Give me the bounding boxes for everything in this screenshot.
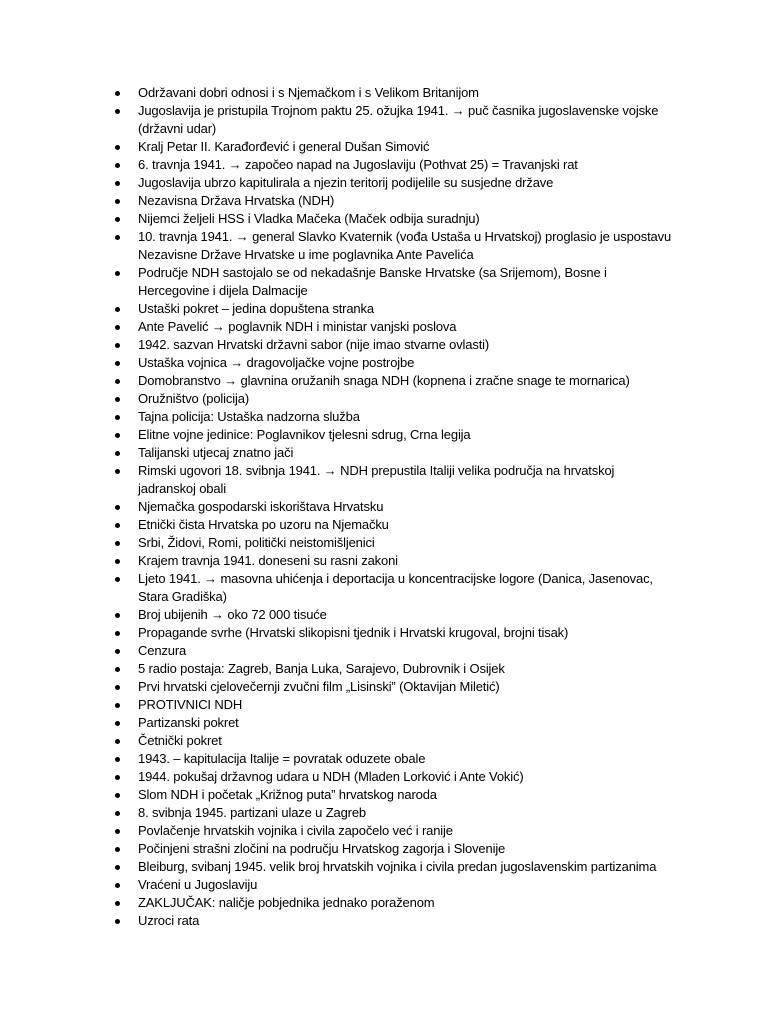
bullet-icon: [115, 181, 120, 186]
bullet-icon: [115, 91, 120, 96]
list-item-text: 8. svibnja 1945. partizani ulaze u Zagreb: [138, 805, 366, 820]
list-item-text: Elitne vojne jedinice: Poglavnikov tjelesni sdrug, Crna legija: [138, 427, 471, 442]
bullet-icon: [115, 703, 120, 708]
list-item-text: Uzroci rata: [138, 913, 200, 928]
list-item-text: Propagande svrhe (Hrvatski slikopisni tjednik i Hrvatski krugoval, brojni tisak): [138, 625, 569, 640]
list-item-text: Tajna policija: Ustaška nadzorna služba: [138, 409, 360, 424]
list-item: [112, 912, 672, 930]
bullet-icon: [115, 523, 120, 528]
list-item-text: Broj ubijenih → oko 72 000 tisuće: [138, 607, 327, 622]
bullet-icon: [115, 109, 120, 114]
bullet-icon: [115, 145, 120, 150]
list-item-text: Srbi, Židovi, Romi, politički neistomišljenici: [138, 535, 375, 550]
bullet-icon: [115, 505, 120, 510]
bullet-icon: [115, 325, 120, 330]
bullet-icon: [115, 559, 120, 564]
list-item: [112, 768, 672, 786]
bullet-list: [112, 84, 672, 930]
list-item-text: Bleiburg, svibanj 1945. velik broj hrvatskih vojnika i civila predan jugoslavenskim partizanima: [138, 859, 657, 874]
list-item: [112, 570, 672, 606]
bullet-icon: [115, 613, 120, 618]
bullet-icon: [115, 307, 120, 312]
bullet-icon: [115, 361, 120, 366]
list-item-text: ZAKLJUČAK: naličje pobjednika jednako poraženom: [138, 895, 435, 910]
bullet-icon: [115, 343, 120, 348]
bullet-icon: [115, 451, 120, 456]
list-item-text: Ustaški pokret – jedina dopuštena stranka: [138, 301, 374, 316]
list-item: [112, 732, 672, 750]
list-item-text: Počinjeni strašni zločini na području Hrvatskog zagorja i Slovenije: [138, 841, 506, 856]
bullet-icon: [115, 415, 120, 420]
bullet-icon: [115, 397, 120, 402]
bullet-icon: [115, 469, 120, 474]
bullet-icon: [115, 865, 120, 870]
list-item: [112, 462, 672, 498]
list-item: [112, 750, 672, 768]
bullet-icon: [115, 379, 120, 384]
list-item: [112, 678, 672, 696]
list-item-text: Nezavisna Država Hrvatska (NDH): [138, 193, 335, 208]
list-item: [112, 516, 672, 534]
list-item-text: PROTIVNICI NDH: [138, 697, 243, 712]
list-item-text: 5 radio postaja: Zagreb, Banja Luka, Sarajevo, Dubrovnik i Osijek: [138, 661, 505, 676]
list-item-text: Etnički čista Hrvatska po uzoru na Njemačku: [138, 517, 389, 532]
list-item: [112, 426, 672, 444]
list-item: [112, 354, 672, 372]
list-item: [112, 624, 672, 642]
list-item-text: Jugoslavija je pristupila Trojnom paktu 25. ožujka 1941. → puč časnika jugoslavenske vojske (državni udar): [138, 103, 659, 136]
bullet-icon: [115, 739, 120, 744]
list-item: [112, 894, 672, 912]
bullet-icon: [115, 901, 120, 906]
bullet-icon: [115, 667, 120, 672]
list-item-text: Ljeto 1941. → masovna uhićenja i deportacija u koncentracijske logore (Danica, Jasenovac, Stara Gradiška): [138, 571, 653, 604]
list-item: [112, 822, 672, 840]
list-item: [112, 390, 672, 408]
list-item: [112, 786, 672, 804]
list-item-text: Jugoslavija ubrzo kapitulirala a njezin teritorij podijelile su susjedne države: [138, 175, 554, 190]
bullet-icon: [115, 793, 120, 798]
list-item-text: Vraćeni u Jugoslaviju: [138, 877, 258, 892]
list-item-text: Oružništvo (policija): [138, 391, 249, 406]
list-item-text: 1944. pokušaj državnog udara u NDH (Mladen Lorković i Ante Vokić): [138, 769, 524, 784]
bullet-icon: [115, 811, 120, 816]
list-item-text: Održavani dobri odnosi i s Njemačkom i s Velikom Britanijom: [138, 85, 479, 100]
list-item: [112, 156, 672, 174]
bullet-icon: [115, 775, 120, 780]
list-item: [112, 138, 672, 156]
bullet-icon: [115, 847, 120, 852]
bullet-icon: [115, 685, 120, 690]
list-item-text: Krajem travnja 1941. doneseni su rasni zakoni: [138, 553, 398, 568]
list-item: [112, 840, 672, 858]
list-item: [112, 336, 672, 354]
list-item-text: Četnički pokret: [138, 733, 222, 748]
bullet-icon: [115, 721, 120, 726]
list-item: [112, 210, 672, 228]
list-item-text: Njemačka gospodarski iskorištava Hrvatsku: [138, 499, 384, 514]
list-item: [112, 174, 672, 192]
list-item: [112, 300, 672, 318]
list-item: [112, 228, 672, 264]
list-item: [112, 534, 672, 552]
bullet-icon: [115, 631, 120, 636]
list-item: [112, 858, 672, 876]
list-item: [112, 318, 672, 336]
list-item: [112, 660, 672, 678]
list-item: [112, 804, 672, 822]
list-item: [112, 876, 672, 894]
list-item-text: Kralj Petar II. Karađorđević i general Dušan Simović: [138, 139, 430, 154]
bullet-icon: [115, 163, 120, 168]
bullet-icon: [115, 235, 120, 240]
list-item-text: Ante Pavelić → poglavnik NDH i ministar vanjski poslova: [138, 319, 457, 334]
list-item-text: Prvi hrvatski cjelovečernji zvučni film „Lisinski” (Oktavijan Miletić): [138, 679, 500, 694]
list-item-text: 6. travnja 1941. → započeo napad na Jugoslaviju (Pothvat 25) = Travanjski rat: [138, 157, 578, 172]
bullet-icon: [115, 919, 120, 924]
bullet-icon: [115, 541, 120, 546]
list-item-text: Povlačenje hrvatskih vojnika i civila započelo već i ranije: [138, 823, 453, 838]
list-item: [112, 606, 672, 624]
bullet-icon: [115, 433, 120, 438]
list-item-text: 1943. – kapitulacija Italije = povratak oduzete obale: [138, 751, 426, 766]
list-item-text: Područje NDH sastojalo se od nekadašnje Banske Hrvatske (sa Srijemom), Bosne i Hercegovine i dijela Dalmacije: [138, 265, 607, 298]
bullet-icon: [115, 757, 120, 762]
list-item: [112, 714, 672, 732]
bullet-icon: [115, 199, 120, 204]
bullet-icon: [115, 829, 120, 834]
list-item-text: Partizanski pokret: [138, 715, 239, 730]
list-item: [112, 642, 672, 660]
list-item-text: Cenzura: [138, 643, 187, 658]
list-item: [112, 552, 672, 570]
list-item-text: Slom NDH i početak „Križnog puta” hrvatskog naroda: [138, 787, 437, 802]
bullet-icon: [115, 577, 120, 582]
list-item-text: Domobranstvo → glavnina oružanih snaga NDH (kopnena i zračne snage te mornarica): [138, 373, 630, 388]
list-item-text: 10. travnja 1941. → general Slavko Kvaternik (vođa Ustaša u Hrvatskoj) proglasio je uspostavu Nezavisne Države Hrvatske u ime poglavnika Ante Pavelića: [138, 229, 672, 262]
list-item: [112, 408, 672, 426]
list-item: [112, 264, 672, 300]
list-item: [112, 102, 672, 138]
list-item: [112, 84, 672, 102]
bullet-icon: [115, 271, 120, 276]
bullet-icon: [115, 883, 120, 888]
list-item: [112, 498, 672, 516]
list-item: [112, 192, 672, 210]
list-item-text: Talijanski utjecaj znatno jači: [138, 445, 294, 460]
list-item: [112, 696, 672, 714]
list-item-text: Nijemci željeli HSS i Vladka Mačeka (Maček odbija suradnju): [138, 211, 480, 226]
list-item-text: Ustaška vojnica → dragovoljačke vojne postrojbe: [138, 355, 415, 370]
bullet-icon: [115, 217, 120, 222]
list-item: [112, 444, 672, 462]
list-item-text: 1942. sazvan Hrvatski državni sabor (nije imao stvarne ovlasti): [138, 337, 490, 352]
bullet-icon: [115, 649, 120, 654]
list-item-text: Rimski ugovori 18. svibnja 1941. → NDH prepustila Italiji velika područja na hrvatskoj jadranskoj obali: [138, 463, 615, 496]
list-item: [112, 372, 672, 390]
